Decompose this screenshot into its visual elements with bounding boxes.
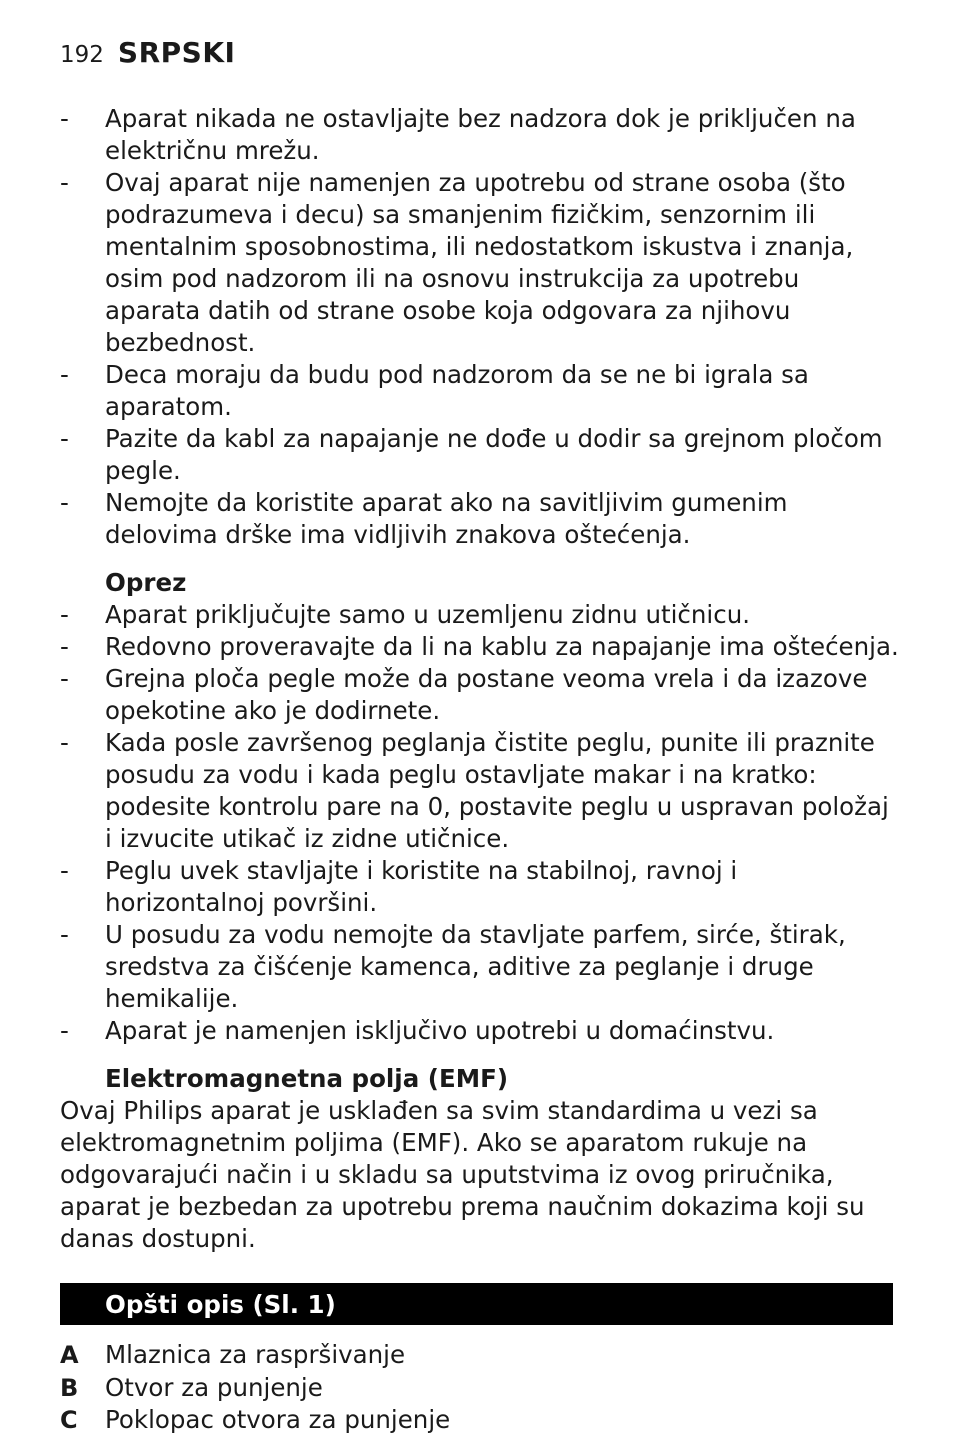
- list-item: - Aparat nikada ne ostavljajte bez nadzora dok je priključen na električnu mrežu.: [60, 104, 856, 165]
- part-label: Poklopac otvora za punjenje: [105, 1405, 451, 1434]
- list-item: - Deca moraju da budu pod nadzorom da se ne bi igrala sa aparatom.: [60, 360, 809, 421]
- list-item: - Pazite da kabl za napajanje ne dođe u dodir sa grejnom pločom pegle.: [60, 424, 883, 485]
- language-title: SRPSKI: [117, 36, 236, 69]
- list-item: - Grejna ploča pegle može da postane veoma vrela i da izazove opekotine ako je dodirnete.: [60, 664, 868, 725]
- list-item: - Nemojte da koristite aparat ako na savitljivim gumenim delovima drške ima vidljivih znakova oštećenja.: [60, 488, 788, 549]
- list-item: - Kada posle završenog peglanja čistite peglu, punite ili praznite posudu za vodu i kada peglu ostavljate makar i na kratko: podesite kontrolu pare na 0, postavite peglu u uspravan položaj i izvucite utikač iz zidne utičnice.: [60, 728, 889, 853]
- emf-paragraph: Ovaj Philips aparat je usklađen sa svim standardima u vezi sa elektromagnetnim poljima (EMF). Ako se aparatom rukuje na odgovarajući način i u skladu sa uputstvima iz ovog priručnika, aparat je bezbedan za upotrebu prema naučnim dokazima koji su danas dostupni.: [60, 1096, 865, 1253]
- page-number: 192: [60, 42, 104, 68]
- page-header: [60, 36, 235, 72]
- part-letter: B: [60, 1373, 79, 1402]
- list-item: - Aparat priključujte samo u uzemljenu zidnu utičnicu.: [60, 600, 751, 629]
- parts-list: [60, 1339, 900, 1437]
- section-title-band: [60, 1283, 893, 1325]
- list-item: - Aparat je namenjen isključivo upotrebi u domaćinstvu.: [60, 1016, 775, 1045]
- part-letter: C: [60, 1406, 78, 1434]
- part-label: Otvor za punjenje: [105, 1372, 323, 1402]
- list-item: [60, 1372, 900, 1405]
- general-description-title: Opšti opis (Sl. 1): [105, 1289, 336, 1319]
- caution-list: [60, 599, 900, 1047]
- caution-heading: Oprez: [105, 568, 187, 597]
- list-item: - U posudu za vodu nemojte da stavljate parfem, sirće, štirak, sredstva za čišćenje kamenca, aditive za peglanje i druge hemikalije.: [60, 920, 846, 1013]
- emf-heading: Elektromagnetna polja (EMF): [105, 1064, 509, 1093]
- list-item: - Peglu uvek stavljajte i koristite na stabilnoj, ravnoj i horizontalnoj površini.: [60, 856, 738, 917]
- list-item: - Ovaj aparat nije namenjen za upotrebu od strane osoba (što podrazumeva i decu) sa smanjenim fizičkim, senzornim ili mentalnim sposobnostima, ili nedostatkom iskustva i znanja, osim pod nadzorom ili na osnovu instrukcija za upotrebu aparata datih od strane osobe koja odgovara za njihovu bezbednost.: [60, 168, 854, 357]
- warnings-list: [60, 103, 900, 551]
- part-label: Mlaznica za raspršivanje: [105, 1340, 406, 1369]
- part-letter: A: [60, 1341, 79, 1369]
- page-content: [60, 103, 900, 1437]
- list-item: [60, 1404, 900, 1437]
- list-item: [60, 1339, 900, 1372]
- list-item: - Redovno proveravajte da li na kablu za napajanje ima oštećenja.: [60, 632, 899, 661]
